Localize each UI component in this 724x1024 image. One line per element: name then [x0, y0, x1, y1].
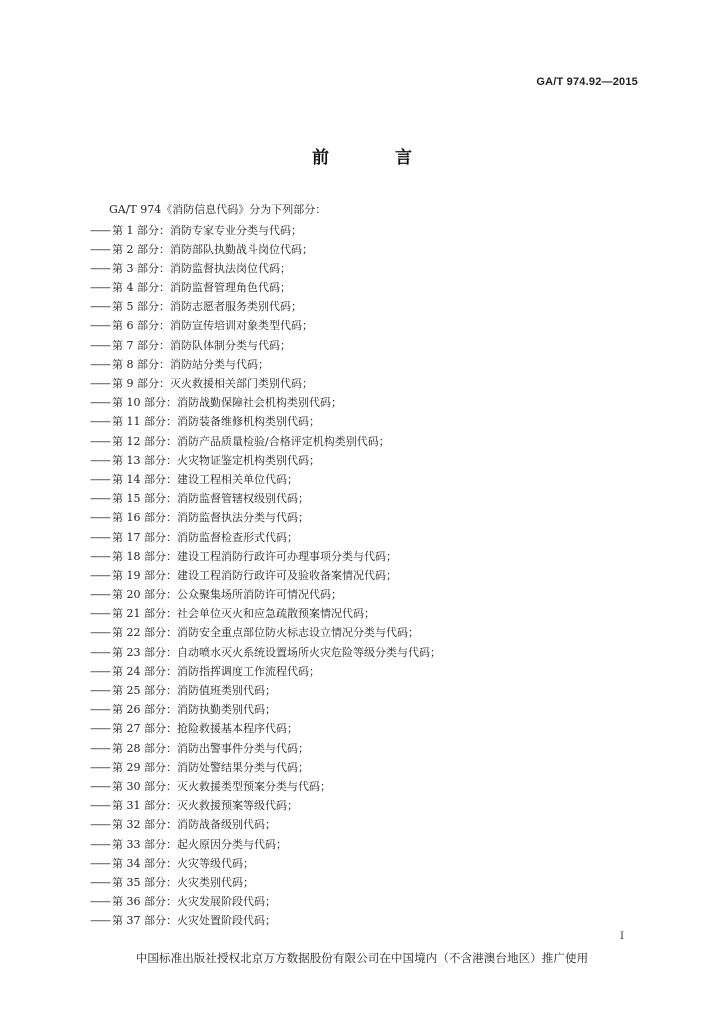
list-dash: ——	[90, 549, 110, 563]
list-item	[90, 528, 441, 547]
list-item-label: 第 10 部分：消防战勤保障社会机构类别代码；	[112, 396, 342, 410]
list-dash: ——	[90, 837, 110, 851]
list-dash: ——	[90, 722, 110, 736]
list-item	[90, 508, 441, 527]
list-item-label: 第 21 部分：社会单位灭火和应急疏散预案情况代码；	[112, 607, 375, 621]
list-item-label: 第 4 部分：消防监督管理角色代码；	[112, 281, 291, 295]
list-item-label: 第 23 部分：自动喷水灭火系统设置场所火灾危险等级分类与代码；	[112, 645, 441, 659]
list-item-label: 第 34 部分：火灾等级代码；	[112, 856, 254, 870]
list-item-label: 第 6 部分：消防宣传培训对象类型代码；	[112, 319, 313, 333]
list-item-label: 第 27 部分：抢险救援基本程序代码；	[112, 722, 298, 736]
list-item	[90, 547, 441, 566]
list-dash: ——	[90, 472, 110, 486]
list-item	[90, 336, 441, 355]
list-dash: ——	[90, 626, 110, 640]
list-item-label: 第 2 部分：消防部队执勤战斗岗位代码；	[112, 242, 313, 256]
list-dash: ——	[90, 242, 110, 256]
parts-list	[90, 221, 441, 931]
list-dash: ——	[90, 415, 110, 429]
list-item	[90, 623, 441, 642]
list-item-label: 第 29 部分：消防处警结果分类与代码；	[112, 760, 309, 774]
list-dash: ——	[90, 530, 110, 544]
list-item	[90, 355, 441, 374]
page-number: I	[620, 931, 624, 942]
list-item	[90, 393, 441, 412]
list-item-label: 第 20 部分：公众聚集场所消防许可情况代码；	[112, 588, 342, 602]
list-item	[90, 892, 441, 911]
list-item-label: 第 5 部分：消防志愿者服务类别代码；	[112, 300, 302, 314]
list-item	[90, 470, 441, 489]
list-item	[90, 681, 441, 700]
list-dash: ——	[90, 914, 110, 928]
list-item-label: 第 37 部分：火灾处置阶段代码；	[112, 914, 276, 928]
list-item-label: 第 26 部分：消防执勤类别代码；	[112, 703, 276, 717]
standard-code: GA/T 974.92—2015	[536, 76, 638, 88]
list-item-label: 第 19 部分：建设工程消防行政许可及验收备案情况代码；	[112, 568, 397, 582]
intro-text: GA/T 974《消防信息代码》分为下列部分：	[109, 203, 327, 216]
list-dash: ——	[90, 760, 110, 774]
list-item	[90, 854, 441, 873]
list-item	[90, 374, 441, 393]
list-dash: ——	[90, 511, 110, 525]
list-item-label: 第 7 部分：消防队体制分类与代码；	[112, 338, 291, 352]
list-item-label: 第 14 部分：建设工程相关单位代码；	[112, 472, 298, 486]
list-item	[90, 221, 441, 240]
list-item	[90, 873, 441, 892]
list-item	[90, 777, 441, 796]
list-dash: ——	[90, 895, 110, 909]
list-item-label: 第 15 部分：消防监督管辖权级别代码；	[112, 492, 309, 506]
list-item	[90, 700, 441, 719]
list-item	[90, 815, 441, 834]
list-item-label: 第 35 部分：火灾类别代码；	[112, 875, 254, 889]
list-item	[90, 739, 441, 758]
list-item	[90, 240, 441, 259]
list-item-label: 第 16 部分：消防监督执法分类与代码；	[112, 511, 309, 525]
page-title: 前 言	[312, 148, 442, 168]
list-item-label: 第 3 部分：消防监督执法岗位代码；	[112, 261, 291, 275]
list-item	[90, 278, 441, 297]
list-dash: ——	[90, 645, 110, 659]
list-item-label: 第 1 部分：消防专家专业分类与代码；	[112, 223, 302, 237]
list-item	[90, 432, 441, 451]
list-item	[90, 911, 441, 930]
list-dash: ——	[90, 338, 110, 352]
list-dash: ——	[90, 223, 110, 237]
list-item-label: 第 22 部分：消防安全重点部位防火标志设立情况分类与代码；	[112, 626, 419, 640]
list-dash: ——	[90, 492, 110, 506]
list-dash: ——	[90, 875, 110, 889]
list-item	[90, 758, 441, 777]
list-item-label: 第 12 部分：消防产品质量检验/合格评定机构类别代码；	[112, 434, 390, 448]
list-item	[90, 316, 441, 335]
list-item-label: 第 8 部分：消防站分类与代码；	[112, 357, 269, 371]
list-dash: ——	[90, 741, 110, 755]
list-item	[90, 566, 441, 585]
list-dash: ——	[90, 568, 110, 582]
list-dash: ——	[90, 396, 110, 410]
list-dash: ——	[90, 818, 110, 832]
list-dash: ——	[90, 377, 110, 390]
list-item-label: 第 24 部分：消防指挥调度工作流程代码；	[112, 664, 320, 678]
list-dash: ——	[90, 281, 110, 295]
list-item	[90, 796, 441, 815]
list-item	[90, 662, 441, 681]
list-dash: ——	[90, 684, 110, 697]
list-item-label: 第 33 部分：起火原因分类与代码；	[112, 837, 287, 851]
list-item	[90, 643, 441, 662]
list-item-label: 第 17 部分：消防监督检查形式代码；	[112, 530, 298, 544]
list-item	[90, 451, 441, 470]
list-dash: ——	[90, 261, 110, 275]
list-item	[90, 259, 441, 278]
list-item	[90, 585, 441, 604]
list-dash: ——	[90, 664, 110, 678]
list-dash: ——	[90, 300, 110, 314]
list-dash: ——	[90, 607, 110, 621]
list-item	[90, 604, 441, 623]
list-item-label: 第 11 部分：消防装备维修机构类别代码；	[112, 415, 320, 429]
list-item-label: 第 25 部分：消防值班类别代码；	[112, 684, 276, 697]
list-item	[90, 489, 441, 508]
list-dash: ——	[90, 357, 110, 371]
list-item-label: 第 30 部分：灭火救援类型预案分类与代码；	[112, 779, 331, 793]
list-dash: ——	[90, 856, 110, 870]
list-dash: ——	[90, 434, 110, 448]
list-item	[90, 719, 441, 738]
list-item	[90, 297, 441, 316]
list-item-label: 第 9 部分：灭火救援相关部门类别代码；	[112, 377, 313, 390]
list-item-label: 第 28 部分：消防出警事件分类与代码；	[112, 741, 309, 755]
list-item	[90, 835, 441, 854]
list-item-label: 第 13 部分：火灾物证鉴定机构类别代码；	[112, 453, 320, 467]
list-item	[90, 412, 441, 431]
list-dash: ——	[90, 588, 110, 602]
list-dash: ——	[90, 799, 110, 813]
list-dash: ——	[90, 319, 110, 333]
list-item-label: 第 32 部分：消防战备级别代码；	[112, 818, 276, 832]
list-item-label: 第 18 部分：建设工程消防行政许可办理事项分类与代码；	[112, 549, 397, 563]
list-dash: ——	[90, 453, 110, 467]
list-dash: ——	[90, 779, 110, 793]
list-item-label: 第 36 部分：火灾发展阶段代码；	[112, 895, 276, 909]
list-dash: ——	[90, 703, 110, 717]
list-item-label: 第 31 部分：灭火救援预案等级代码；	[112, 799, 298, 813]
footer-notice: 中国标准出版社授权北京万方数据股份有限公司在中国境内（不含港澳台地区）推广使用	[135, 951, 589, 965]
